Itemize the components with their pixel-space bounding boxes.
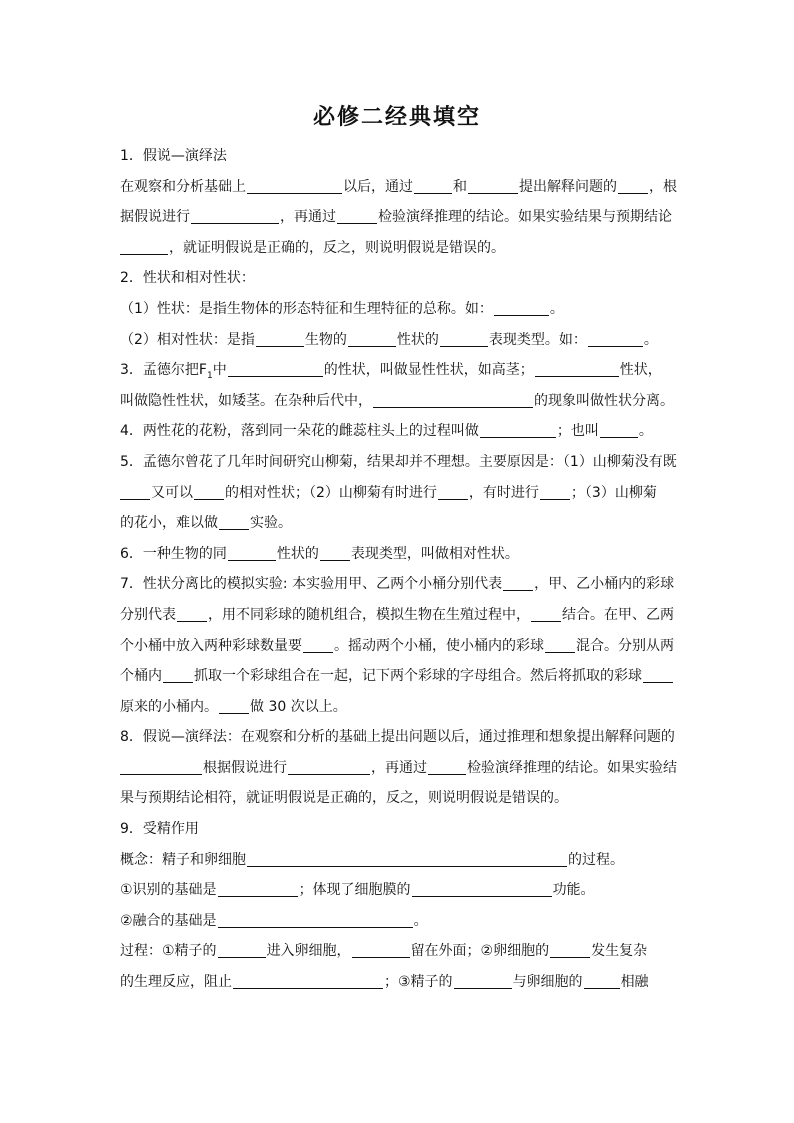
blank[interactable] (643, 666, 673, 683)
blank[interactable] (494, 299, 549, 316)
q5-line-2: 又可以 的相对性状；（2）山柳菊有时进行 ，有时进行 ；（3）山柳菊 (120, 478, 680, 509)
q5-line-1: 5．孟德尔曾花了几年时间研究山柳菊，结果却并不理想。主要原因是：（1）山柳菊没有既 (120, 453, 677, 470)
q6-line: 6．一种生物的同 性状的 表现类型，叫做相对性状。 (120, 545, 519, 562)
blank[interactable] (550, 941, 590, 958)
blank[interactable] (120, 483, 150, 500)
q7-line-1: 7．性状分离比的模拟实验: 本实验用甲、乙两个小桶分别代表 ，甲、乙小桶内的彩球 (120, 576, 675, 593)
blank[interactable] (120, 238, 168, 255)
q3-line-1: 3．孟德尔把$F_1$中 的性状，叫做显性性状，如高茎； 性状， (120, 362, 662, 381)
q8-line-3: 果与预期结论相符，就证明假说是正确的，反之，则说明假说是错误的。 (120, 790, 568, 807)
blank[interactable] (540, 483, 570, 500)
blank[interactable] (218, 880, 298, 897)
q7-line-2: 分别代表 ，用不同彩球的随机组合，模拟生物在生殖过程中， 结合。在甲、乙两 (120, 606, 674, 623)
blank[interactable] (233, 972, 383, 989)
blank[interactable] (600, 421, 638, 438)
q9-concept: 概念：精子和卵细胞 的过程。 (120, 851, 624, 868)
blank[interactable] (288, 758, 370, 775)
blank[interactable] (348, 330, 396, 347)
q9-recognition: ①识别的基础是 ；体现了细胞膜的 功能。 (120, 882, 595, 899)
blank[interactable] (531, 605, 561, 622)
blank[interactable] (480, 421, 556, 438)
blank[interactable] (412, 880, 552, 897)
blank[interactable] (414, 177, 452, 194)
blank[interactable] (177, 605, 207, 622)
blank[interactable] (218, 941, 266, 958)
blank[interactable] (303, 636, 333, 653)
q2-line-1: （1）性状：是指生物体的形态特征和生理特征的总称。如： 。 (120, 300, 564, 317)
blank[interactable] (228, 360, 323, 377)
blank[interactable] (256, 330, 304, 347)
q7-line-5: 原来的小桶内。 做 30 次以上。 (120, 698, 347, 715)
blank[interactable] (535, 360, 619, 377)
blank[interactable] (219, 513, 249, 530)
q2-line-2: （2）相对性状：是指 生物的 性状的 表现类型。如： 。 (120, 331, 658, 348)
blank[interactable] (219, 697, 249, 714)
q1-line-2: 据假说进行 ，再通过 检验演绎推理的结论。如果实验结果与预期结论 (120, 209, 672, 226)
blank[interactable] (373, 391, 533, 408)
q8-line-1: 8．假说—演绎法：在观察和分析的基础上提出问题以后，通过推理和想象提出解释问题的 (120, 729, 675, 746)
blank[interactable] (320, 544, 350, 561)
blank[interactable] (337, 207, 377, 224)
blank[interactable] (438, 483, 468, 500)
blank[interactable] (440, 330, 488, 347)
blank[interactable] (428, 758, 466, 775)
document-body (120, 141, 680, 998)
blank[interactable] (194, 483, 224, 500)
blank[interactable] (588, 330, 643, 347)
q4-line: 4．两性花的花粉，落到同一朵花的雌蕊柱头上的过程叫做 ；也叫 。 (120, 423, 653, 440)
blank[interactable] (545, 636, 575, 653)
q1-heading: 1．假说—演绎法 (120, 148, 227, 164)
q9-process-1: 过程：①精子的 进入卵细胞， 留在外面；②卵细胞的 发生复杂 (120, 943, 648, 960)
blank[interactable] (191, 207, 279, 224)
blank[interactable] (454, 972, 512, 989)
blank[interactable] (120, 758, 202, 775)
blank[interactable] (618, 177, 648, 194)
q9-heading: 9．受精作用 (120, 821, 199, 838)
blank[interactable] (163, 666, 193, 683)
q8-line-2: 根据假说进行 ，再通过 检验演绎推理的结论。如果实验结 (120, 753, 680, 784)
q5-line-3: 的花小，难以做 实验。 (120, 515, 292, 532)
blank[interactable] (468, 177, 518, 194)
q2-heading: 2．性状和相对性状： (120, 270, 255, 287)
q1-line-3: ，就证明假说是正确的，反之，则说明假说是错误的。 (120, 233, 680, 264)
blank[interactable] (218, 911, 413, 928)
q7-line-3: 个小桶中放入两种彩球数量要 。摇动两个小桶，使小桶内的彩球 混合。分别从两 (120, 637, 674, 654)
page-title: 必修二经典填空 (312, 104, 481, 130)
q1-line-1: 在观察和分析基础上 以后，通过 和 提出解释问题的 ，根 (120, 178, 677, 195)
blank[interactable] (247, 850, 567, 867)
blank[interactable] (352, 941, 410, 958)
blank[interactable] (503, 574, 533, 591)
q3-line-2: 叫做隐性性状，如矮茎。在杂种后代中， 的现象叫做性状分离。 (120, 392, 674, 409)
q9-process-2: 的生理反应，阻止 ；③精子的 与卵细胞的 相融 (120, 974, 649, 991)
q9-fusion: ②融合的基础是 。 (120, 912, 428, 929)
blank[interactable] (584, 972, 620, 989)
blank[interactable] (247, 177, 342, 194)
blank[interactable] (228, 544, 276, 561)
q7-line-4: 个桶内 抓取一个彩球组合在一起，记下两个彩球的字母组合。然后将抓取的彩球 (120, 661, 680, 692)
